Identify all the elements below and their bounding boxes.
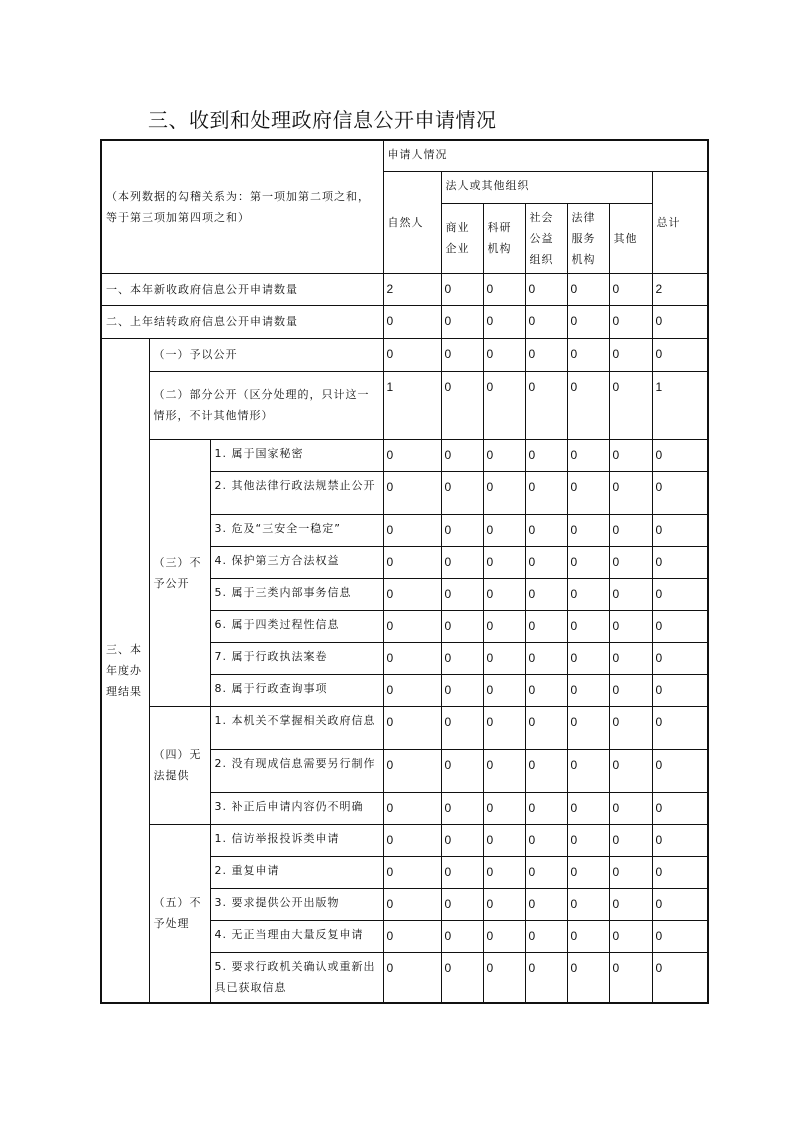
value-cell: 1: [383, 371, 441, 439]
value-cell: 0: [483, 824, 525, 856]
value-cell: 0: [567, 824, 609, 856]
table-row: [101, 338, 708, 371]
row-label: 5. 要求行政机关确认或重新出具已获取信息: [210, 952, 383, 1003]
value-cell: 2: [652, 273, 708, 305]
value-cell: 0: [609, 471, 652, 514]
value-cell: 0: [441, 792, 483, 824]
value-cell: 0: [441, 856, 483, 888]
value-cell: 0: [483, 578, 525, 610]
value-cell: 0: [383, 824, 441, 856]
value-cell: 0: [525, 546, 567, 578]
value-cell: 0: [441, 888, 483, 920]
value-cell: 0: [383, 952, 441, 1003]
value-cell: 0: [441, 338, 483, 371]
value-cell: 0: [525, 305, 567, 338]
value-cell: 0: [483, 856, 525, 888]
value-cell: 0: [609, 792, 652, 824]
row-label: 1. 本机关不掌握相关政府信息: [210, 706, 383, 749]
value-cell: 0: [383, 792, 441, 824]
value-cell: 0: [609, 952, 652, 1003]
header-sub-legal-service: 法律服务机构: [567, 203, 609, 273]
row-label: 一、本年新收政府信息公开申请数量: [101, 273, 383, 305]
value-cell: 0: [525, 514, 567, 546]
value-cell: 0: [483, 610, 525, 642]
group-label: （五）不予处理: [149, 824, 210, 1003]
value-cell: 0: [383, 706, 441, 749]
value-cell: 0: [567, 578, 609, 610]
value-cell: 0: [441, 471, 483, 514]
value-cell: 0: [383, 856, 441, 888]
table-row: [101, 371, 708, 439]
value-cell: 0: [609, 439, 652, 471]
value-cell: 0: [383, 578, 441, 610]
value-cell: 0: [525, 338, 567, 371]
value-cell: 0: [525, 439, 567, 471]
value-cell: 0: [609, 546, 652, 578]
value-cell: 0: [383, 439, 441, 471]
value-cell: 0: [652, 749, 708, 792]
value-cell: 0: [383, 642, 441, 674]
value-cell: 0: [609, 371, 652, 439]
row-label: 3. 补正后申请内容仍不明确: [210, 792, 383, 824]
page-title: 三、收到和处理政府信息公开申请情况: [148, 108, 497, 132]
value-cell: 0: [609, 706, 652, 749]
value-cell: 0: [567, 706, 609, 749]
value-cell: 0: [567, 792, 609, 824]
value-cell: 0: [609, 824, 652, 856]
value-cell: 0: [652, 610, 708, 642]
row-label: （二）部分公开（区分处理的，只计这一情形，不计其他情形）: [149, 371, 383, 439]
row-label: 2. 其他法律行政法规禁止公开: [210, 471, 383, 514]
value-cell: 0: [441, 305, 483, 338]
value-cell: 0: [383, 920, 441, 952]
value-cell: 0: [652, 578, 708, 610]
row-label: 4. 无正当理由大量反复申请: [210, 920, 383, 952]
value-cell: 0: [609, 514, 652, 546]
row-label: 5. 属于三类内部事务信息: [210, 578, 383, 610]
value-cell: 0: [652, 439, 708, 471]
value-cell: 0: [609, 610, 652, 642]
value-cell: 0: [652, 471, 708, 514]
value-cell: 0: [652, 952, 708, 1003]
header-applicant: 申请人情况: [383, 140, 708, 171]
value-cell: 0: [609, 338, 652, 371]
value-cell: 0: [525, 674, 567, 706]
row-label: 7. 属于行政执法案卷: [210, 642, 383, 674]
value-cell: 0: [483, 273, 525, 305]
header-legal-org: 法人或其他组织: [441, 171, 652, 203]
value-cell: 0: [483, 305, 525, 338]
value-cell: 0: [483, 952, 525, 1003]
value-cell: 0: [652, 546, 708, 578]
value-cell: 0: [609, 920, 652, 952]
value-cell: 0: [525, 888, 567, 920]
value-cell: 1: [652, 371, 708, 439]
row-label: 3. 要求提供公开出版物: [210, 888, 383, 920]
value-cell: 0: [525, 706, 567, 749]
value-cell: 0: [567, 514, 609, 546]
value-cell: 0: [441, 749, 483, 792]
row-label: 1. 属于国家秘密: [210, 439, 383, 471]
value-cell: 0: [441, 439, 483, 471]
value-cell: 0: [567, 305, 609, 338]
value-cell: 0: [652, 792, 708, 824]
value-cell: 0: [567, 546, 609, 578]
value-cell: 0: [525, 471, 567, 514]
row-label: 6. 属于四类过程性信息: [210, 610, 383, 642]
value-cell: 0: [383, 305, 441, 338]
row-label: 2. 没有现成信息需要另行制作: [210, 749, 383, 792]
value-cell: 0: [483, 792, 525, 824]
value-cell: 0: [383, 338, 441, 371]
value-cell: 0: [567, 674, 609, 706]
table-row: [101, 305, 708, 338]
results-label: 三、本年度办理结果: [101, 338, 149, 1003]
value-cell: 0: [567, 920, 609, 952]
value-cell: 2: [383, 273, 441, 305]
value-cell: 0: [609, 642, 652, 674]
header-sub-business: 商业企业: [441, 203, 483, 273]
value-cell: 0: [483, 439, 525, 471]
value-cell: 0: [525, 642, 567, 674]
row-label: 1. 信访举报投诉类申请: [210, 824, 383, 856]
value-cell: 0: [525, 371, 567, 439]
value-cell: 0: [483, 706, 525, 749]
value-cell: 0: [383, 471, 441, 514]
row-label: （一）予以公开: [149, 338, 383, 371]
table-row: [101, 824, 708, 856]
value-cell: 0: [567, 338, 609, 371]
header-sub-other: 其他: [609, 203, 652, 273]
value-cell: 0: [441, 824, 483, 856]
value-cell: 0: [609, 749, 652, 792]
value-cell: 0: [441, 578, 483, 610]
value-cell: 0: [567, 371, 609, 439]
value-cell: 0: [441, 546, 483, 578]
value-cell: 0: [652, 824, 708, 856]
value-cell: 0: [483, 674, 525, 706]
value-cell: 0: [441, 920, 483, 952]
value-cell: 0: [483, 546, 525, 578]
value-cell: 0: [652, 888, 708, 920]
value-cell: 0: [609, 578, 652, 610]
value-cell: 0: [609, 273, 652, 305]
value-cell: 0: [567, 856, 609, 888]
row-label: 8. 属于行政查询事项: [210, 674, 383, 706]
row-label: 4. 保护第三方合法权益: [210, 546, 383, 578]
value-cell: 0: [441, 674, 483, 706]
table-row: [101, 273, 708, 305]
value-cell: 0: [441, 514, 483, 546]
value-cell: 0: [525, 952, 567, 1003]
value-cell: 0: [525, 792, 567, 824]
value-cell: 0: [383, 749, 441, 792]
value-cell: 0: [525, 610, 567, 642]
value-cell: 0: [609, 856, 652, 888]
value-cell: 0: [567, 642, 609, 674]
value-cell: 0: [441, 952, 483, 1003]
value-cell: 0: [652, 856, 708, 888]
value-cell: 0: [525, 920, 567, 952]
value-cell: 0: [567, 749, 609, 792]
value-cell: 0: [652, 920, 708, 952]
header-total: 总计: [652, 171, 708, 273]
value-cell: 0: [567, 439, 609, 471]
value-cell: 0: [525, 749, 567, 792]
value-cell: 0: [441, 642, 483, 674]
row-label: 3. 危及“三安全一稳定”: [210, 514, 383, 546]
value-cell: 0: [483, 371, 525, 439]
value-cell: 0: [525, 273, 567, 305]
group-label: （四）无法提供: [149, 706, 210, 824]
value-cell: 0: [441, 706, 483, 749]
value-cell: 0: [383, 546, 441, 578]
value-cell: 0: [383, 514, 441, 546]
row-label: 2. 重复申请: [210, 856, 383, 888]
value-cell: 0: [525, 578, 567, 610]
value-cell: 0: [483, 920, 525, 952]
value-cell: 0: [567, 888, 609, 920]
table-row: [101, 439, 708, 471]
value-cell: 0: [383, 888, 441, 920]
value-cell: 0: [483, 642, 525, 674]
value-cell: 0: [567, 471, 609, 514]
group-label: （三）不予公开: [149, 439, 210, 706]
value-cell: 0: [652, 642, 708, 674]
value-cell: 0: [567, 610, 609, 642]
value-cell: 0: [609, 305, 652, 338]
value-cell: 0: [441, 371, 483, 439]
value-cell: 0: [483, 888, 525, 920]
value-cell: 0: [483, 749, 525, 792]
application-table: [100, 139, 709, 1004]
value-cell: 0: [652, 706, 708, 749]
header-natural-person: 自然人: [383, 171, 441, 273]
table-row: [101, 706, 708, 749]
value-cell: 0: [383, 610, 441, 642]
value-cell: 0: [483, 471, 525, 514]
value-cell: 0: [483, 514, 525, 546]
value-cell: 0: [652, 674, 708, 706]
value-cell: 0: [525, 824, 567, 856]
value-cell: 0: [567, 952, 609, 1003]
value-cell: 0: [609, 674, 652, 706]
value-cell: 0: [383, 674, 441, 706]
value-cell: 0: [441, 273, 483, 305]
header-sub-public-welfare: 社会公益组织: [525, 203, 567, 273]
value-cell: 0: [441, 610, 483, 642]
row-label: 二、上年结转政府信息公开申请数量: [101, 305, 383, 338]
value-cell: 0: [652, 338, 708, 371]
value-cell: 0: [609, 888, 652, 920]
header-sub-research: 科研机构: [483, 203, 525, 273]
value-cell: 0: [525, 856, 567, 888]
value-cell: 0: [567, 273, 609, 305]
value-cell: 0: [652, 514, 708, 546]
header-note: （本列数据的勾稽关系为：第一项加第二项之和，等于第三项加第四项之和）: [101, 140, 383, 273]
value-cell: 0: [652, 305, 708, 338]
value-cell: 0: [483, 338, 525, 371]
